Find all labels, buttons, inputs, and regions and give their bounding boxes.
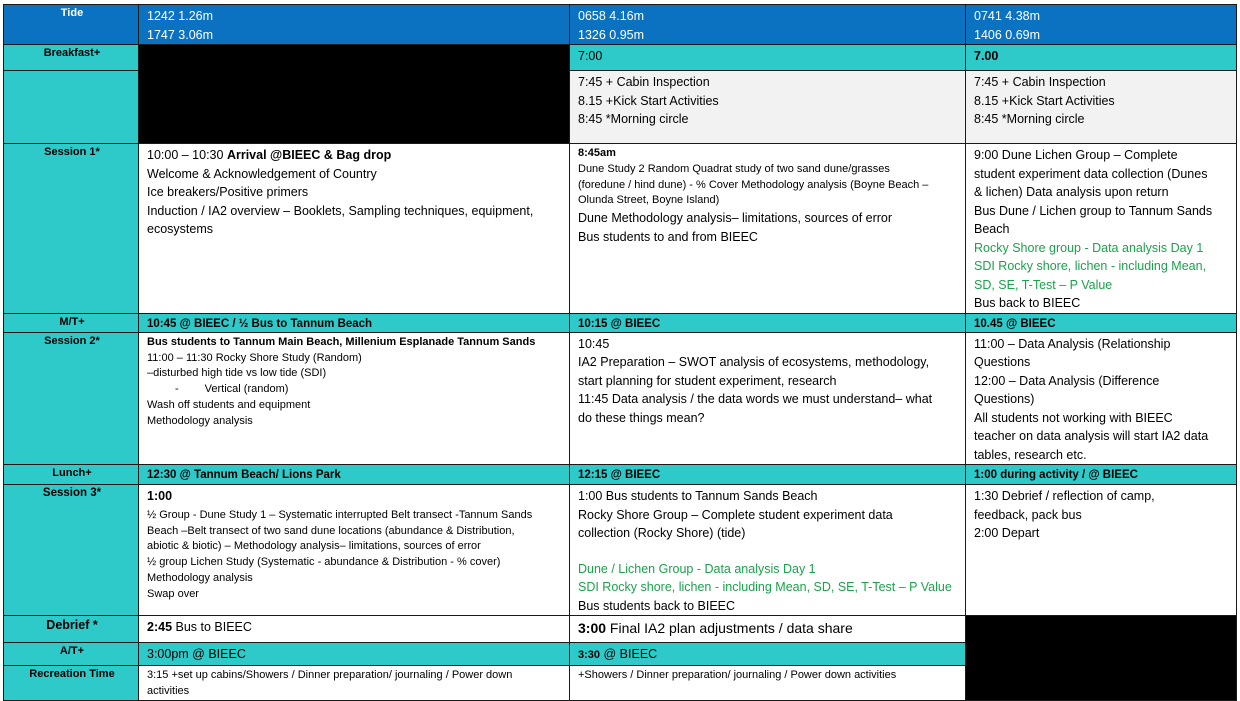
session1-day1-line3: Induction / IA2 overview – Booklets, Sampling techniques, equipment,	[147, 203, 534, 218]
at-day2-time: 3:30	[578, 649, 601, 662]
morning-day3-line1: 7:45 + Cabin Inspection	[974, 75, 1106, 89]
row-session3	[4, 485, 1237, 616]
session3-day1-line6: Swap over	[147, 587, 199, 600]
session1-day3-line1: 9:00 Dune Lichen Group – Complete	[974, 148, 1178, 162]
tide-day1	[139, 5, 570, 45]
empty-block-day1-morning	[139, 45, 570, 144]
morning-day3-line2: 8.15 +Kick Start Activities	[974, 93, 1115, 108]
tide-day2	[570, 5, 966, 45]
empty-block-day3-afternoon	[966, 616, 1237, 701]
session3-day3-line2: feedback, pack bus	[974, 507, 1082, 522]
session2-day3-line3: 12:00 – Data Analysis (Difference	[974, 373, 1160, 388]
session1-day3-line4: Bus Dune / Lichen group to Tannum Sands	[974, 203, 1213, 218]
session1-day1-arrival	[147, 146, 563, 165]
session3-day2-line1: 1:00 Bus students to Tannum Sands Beach	[578, 489, 818, 504]
row-morning-tea	[4, 313, 1237, 332]
session3-day2-green1: Dune / Lichen Group - Data analysis Day 1	[578, 561, 816, 576]
session1-day1-line2: Ice breakers/Positive primers	[147, 185, 309, 199]
session1-day3-last: Bus back to BIEEC	[974, 296, 1081, 310]
at-day2	[570, 643, 966, 666]
morning-day2	[570, 71, 966, 144]
session1-day1-line1: Welcome & Acknowledgement of Country	[147, 166, 377, 181]
morning-day2-line3: 8:45 *Morning circle	[578, 112, 689, 126]
breakfast-day3: 7.00	[966, 45, 1237, 71]
row-session2	[4, 332, 1237, 465]
session3-day1-line2: Beach –Belt transect of two sand dune locations (abundance & Distribution,	[147, 524, 515, 537]
session1-day1	[139, 144, 570, 314]
recreation-day1-line2: activities	[147, 684, 190, 697]
lunch-day1: 12:30 @ Tannum Beach/ Lions Park	[139, 465, 570, 485]
session1-day3-line2: student experiment data collection (Dunes	[974, 166, 1208, 181]
at-day2-text: @ BIEEC	[600, 647, 658, 662]
session1-day2-small3: Olunda Street, Boyne Island)	[578, 194, 720, 207]
debrief-day2-text: Final IA2 plan adjustments / data share	[606, 620, 853, 637]
session2-day1-tail2: Methodology analysis	[147, 414, 253, 427]
session1-day2-line2: Bus students to and from BIEEC	[578, 229, 758, 244]
session2-day1-indent	[147, 382, 563, 398]
session3-day1-time: 1:00	[147, 489, 173, 504]
session2-day2-line3: start planning for student experiment, research	[578, 373, 837, 388]
session3-day2	[570, 485, 966, 616]
session3-day2-line2: Rocky Shore Group – Complete student experiment data	[578, 507, 893, 522]
label-session1: Session 1*	[4, 144, 139, 314]
tide-day1-line2: 1747 3.06m	[147, 27, 214, 42]
session1-day2-small1: Dune Study 2 Random Quadrat study of two sand dune/grasses	[578, 162, 890, 175]
session3-day1-line1: ½ Group - Dune Study 1 – Systematic interrupted Belt transect -Tannum Sands	[147, 508, 533, 521]
session1-day3-green2: SDI Rocky shore, lichen - including Mean,	[974, 259, 1207, 273]
label-tide: Tide	[4, 5, 139, 45]
tide-day2-line2: 1326 0.95m	[578, 27, 645, 42]
session3-day2-last: Bus students back to BIEEC	[578, 598, 736, 613]
session2-day3-line6: teacher on data analysis will start IA2 data	[974, 429, 1209, 444]
row-tide	[4, 5, 1237, 45]
label-session3: Session 3*	[4, 485, 139, 616]
session2-day1-tail1: Wash off students and equipment	[147, 398, 311, 411]
row-debrief	[4, 616, 1237, 643]
label-breakfast: Breakfast+	[4, 45, 139, 71]
tide-day3-line1: 0741 4.38m	[974, 9, 1041, 23]
mt-day3: 10.45 @ BIEEC	[966, 313, 1237, 332]
recreation-day1	[139, 665, 570, 700]
session2-day2-line1: 10:45	[578, 336, 610, 351]
session1-day3-line5: Beach	[974, 222, 1010, 236]
lunch-day2: 12:15 @ BIEEC	[570, 465, 966, 485]
session2-day1-line1: 11:00 – 11:30 Rocky Shore Study (Random)	[147, 351, 362, 364]
label-debrief: Debrief *	[4, 616, 139, 643]
debrief-day2	[570, 616, 966, 643]
session3-day1	[139, 485, 570, 616]
session1-day3-line3: & lichen) Data analysis upon return	[974, 185, 1169, 199]
session3-day3-line3: 2:00 Depart	[974, 526, 1040, 541]
session3-day1-line3: abiotic & biotic) – Methodology analysis– limitations, sources of error	[147, 540, 481, 553]
lunch-day3: 1:00 during activity / @ BIEEC	[966, 465, 1237, 485]
debrief-day1	[139, 616, 570, 643]
session3-day2-gap	[578, 543, 959, 560]
session2-day1	[139, 332, 570, 465]
label-session2: Session 2*	[4, 332, 139, 465]
label-lunch: Lunch+	[4, 465, 139, 485]
tide-day3	[966, 5, 1237, 45]
morning-day3	[966, 71, 1237, 144]
session2-day3	[966, 332, 1237, 465]
label-at: A/T+	[4, 643, 139, 666]
tide-day3-line2: 1406 0.69m	[974, 27, 1041, 42]
morning-day3-line3: 8:45 *Morning circle	[974, 112, 1085, 126]
arrival-time: 10:00 – 10:30	[147, 148, 227, 162]
row-lunch	[4, 465, 1237, 485]
session3-day3	[966, 485, 1237, 616]
session3-day2-line3: collection (Rocky Shore) (tide)	[578, 526, 746, 541]
morning-day2-line2: 8.15 +Kick Start Activities	[578, 93, 719, 108]
debrief-day1-text: Bus to BIEEC	[172, 620, 252, 635]
arrival-text: Arrival @BIEEC & Bag drop	[226, 148, 392, 162]
row-session1	[4, 144, 1237, 314]
recreation-day2: +Showers / Dinner preparation/ journaling / Power down activities	[570, 665, 966, 700]
label-mt: M/T+	[4, 313, 139, 332]
label-recreation: Recreation Time	[4, 665, 139, 700]
session3-day2-green2: SDI Rocky shore, lichen - including Mean, SD, SE, T-Test – P Value	[578, 580, 952, 595]
session2-day2-line5: do these things mean?	[578, 410, 705, 425]
label-morning-blank	[4, 71, 139, 144]
session1-day3-green3: SD, SE, T-Test – P Value	[974, 277, 1113, 292]
indent-text: Vertical (random)	[204, 383, 289, 396]
session2-day3-line7: tables, research etc.	[974, 447, 1087, 462]
session2-day3-line5: All students not working with BIEEC	[974, 410, 1173, 425]
session2-day3-line1: 11:00 – Data Analysis (Relationship	[974, 336, 1171, 351]
session2-day3-line4: Questions)	[974, 392, 1035, 407]
session3-day1-line5: Methodology analysis	[147, 571, 253, 584]
session2-day2-line4: 11:45 Data analysis / the data words we must understand– what	[578, 392, 933, 407]
session1-day3	[966, 144, 1237, 314]
session2-day2	[570, 332, 966, 465]
mt-day2: 10:15 @ BIEEC	[570, 313, 966, 332]
indent-bullet: -	[175, 383, 179, 396]
session1-day3-green1: Rocky Shore group - Data analysis Day 1	[974, 240, 1204, 255]
session2-day2-line2: IA2 Preparation – SWOT analysis of ecosystems, methodology,	[578, 355, 930, 370]
debrief-day2-time: 3:00	[578, 620, 607, 637]
row-breakfast	[4, 45, 1237, 71]
session2-day1-line2: –disturbed high tide vs low tide (SDI)	[147, 367, 327, 380]
at-day1: 3:00pm @ BIEEC	[139, 643, 570, 666]
debrief-day1-time: 2:45	[147, 620, 173, 635]
session1-day2	[570, 144, 966, 314]
session1-day1-line4: ecosystems	[147, 222, 213, 236]
session1-day2-time: 8:45am	[578, 147, 616, 159]
session1-day2-small2: (foredune / hind dune) - % Cover Methodology analysis (Boyne Beach –	[578, 178, 929, 191]
mt-day1: 10:45 @ BIEEC / ½ Bus to Tannum Beach	[139, 313, 570, 332]
tide-day1-line1: 1242 1.26m	[147, 9, 214, 23]
session2-day1-bold: Bus students to Tannum Main Beach, Millenium Esplanade Tannum Sands	[147, 335, 536, 348]
session2-day3-line2: Questions	[974, 355, 1031, 370]
morning-day2-line1: 7:45 + Cabin Inspection	[578, 75, 710, 89]
tide-day2-line1: 0658 4.16m	[578, 9, 645, 23]
breakfast-day2: 7:00	[570, 45, 966, 71]
recreation-day1-line1: 3:15 +set up cabins/Showers / Dinner preparation/ journaling / Power down	[147, 668, 513, 681]
session1-day2-line1: Dune Methodology analysis– limitations, sources of error	[578, 211, 893, 226]
session3-day1-line4: ½ group Lichen Study (Systematic - abundance & Distribution - % cover)	[147, 556, 501, 569]
session3-day3-line1: 1:30 Debrief / reflection of camp,	[974, 489, 1155, 504]
camp-schedule-table	[3, 4, 1237, 701]
